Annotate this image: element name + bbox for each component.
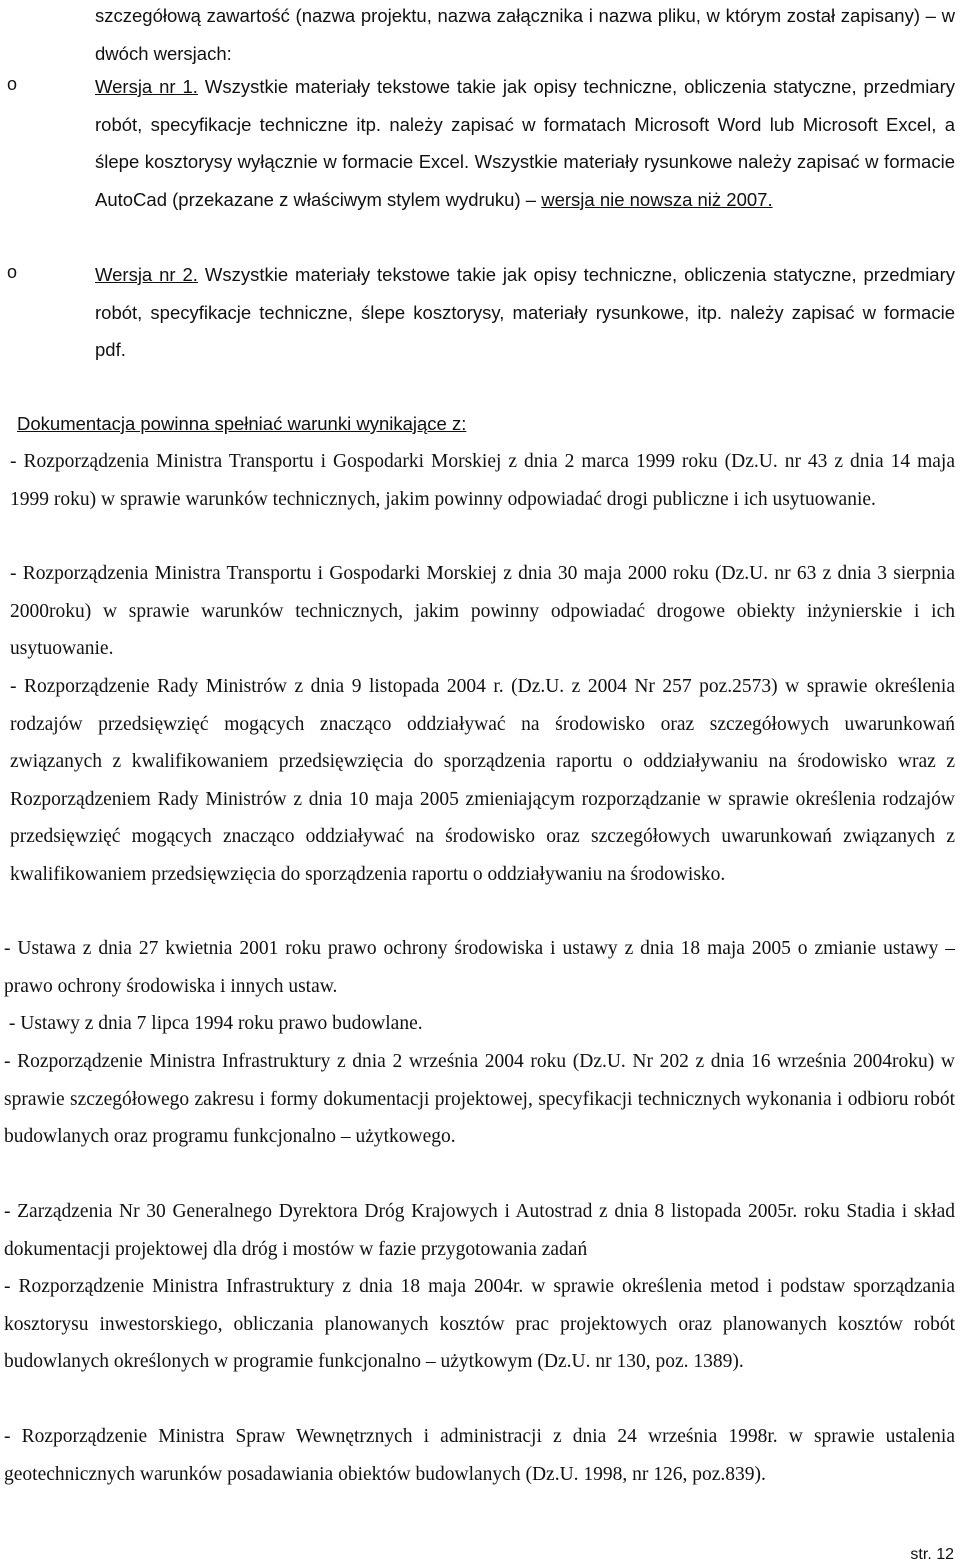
intro-paragraph: szczegółową zawartość (nazwa projektu, nazwa załącznika i nazwa pliku, w którym został zapisany) – w dwóch wersjach: [95,5,955,64]
bullet-version-1 [95,68,955,218]
regulation-item: - Rozporządzenie Ministra Spraw Wewnętrznych i administracji z dnia 24 września 1998r. w sprawie ustalenia geotechnicznych warunków posadawiania obiektów budowlanych (Dz.U. 1998, nr 126, poz.839). [4,1426,955,1485]
version-2-label: Wersja nr 2. [95,264,198,285]
regulation-item: - Ustawa z dnia 27 kwietnia 2001 roku prawo ochrony środowiska i ustawy z dnia 18 maja 2005 o zmianie ustawy – prawo ochrony środowiska i innych ustaw. [4,938,955,997]
version-1-text: Wszystkie materiały tekstowe takie jak opisy techniczne, obliczenia statyczne, przedmiary robót, specyfikacje techniczne itp. należy zapisać w formatach Microsoft Word lub Microsoft Excel, a ślepe kosztorysy wyłącznie w formacie Excel. Wszystkie materiały rysunkowe należy zapisać w formacie AutoCad (przekazane z właściwym stylem wydruku) – [95,76,956,210]
bullet-marker: o [7,262,18,282]
page-number: str. 12 [910,1546,954,1563]
requirements-heading: Dokumentacja powinna spełniać warunki wynikające z: [17,413,467,434]
regulation-item: - Ustawy z dnia 7 lipca 1994 roku prawo budowlane. [4,1013,423,1034]
bullet-marker: o [7,74,18,94]
regulation-item: - Rozporządzenie Rady Ministrów z dnia 9 listopada 2004 r. (Dz.U. z 2004 Nr 257 poz.2573) w sprawie określenia rodzajów przedsięwzięć mogących znacząco oddziaływać na środowisko oraz szczegółowych uwarunkowań związanych z kwalifikowaniem przedsięwzięcia do sporządzenia raportu o oddziaływaniu na środowisko wraz z Rozporządzeniem Rady Ministrów z dnia 10 maja 2005 zmieniającym rozporządzanie w sprawie określenia rodzajów przedsięwzięć mogących znacząco oddziaływać na środowisko oraz szczegółowych uwarunkowań związanych z kwalifikowaniem przedsięwzięcia do sporządzenia raportu o oddziaływaniu na środowisko. [10,676,955,885]
regulation-item: - Zarządzenia Nr 30 Generalnego Dyrektora Dróg Krajowych i Autostrad z dnia 8 listopada 2005r. roku Stadia i skład dokumentacji projektowej dla dróg i mostów w fazie przygotowania zadań [4,1201,955,1260]
regulation-item: - Rozporządzenie Ministra Infrastruktury z dnia 18 maja 2004r. w sprawie określenia metod i podstaw sporządzania kosztorysu inwestorskiego, obliczania planowanych kosztów prac projektowych oraz planowanych kosztów robót budowlanych określonych w programie funkcjonalno – użytkowym (Dz.U. nr 130, poz. 1389). [4,1276,955,1372]
version-1-requirement: wersja nie nowsza niż 2007. [541,188,773,210]
regulation-item: - Rozporządzenie Ministra Infrastruktury z dnia 2 września 2004 roku (Dz.U. Nr 202 z dnia 16 września 2004roku) w sprawie szczegółowego zakresu i formy dokumentacji projektowej, specyfikacji technicznych wykonania i odbioru robót budowlanych oraz programu funkcjonalno – użytkowego. [4,1051,955,1147]
regulation-item: - Rozporządzenia Ministra Transportu i Gospodarki Morskiej z dnia 2 marca 1999 roku (Dz.U. nr 43 z dnia 14 maja 1999 roku) w sprawie warunków technicznych, jakim powinny odpowiadać drogi publiczne i ich usytuowanie. [10,451,955,510]
bullet-version-2 [95,256,955,369]
regulation-item: - Rozporządzenia Ministra Transportu i Gospodarki Morskiej z dnia 30 maja 2000 roku (Dz.U. nr 63 z dnia 3 sierpnia 2000roku) w sprawie warunków technicznych, jakim powinny odpowiadać drogowe obiekty inżynierskie i ich usytuowanie. [10,563,955,659]
version-1-label: Wersja nr 1. [95,76,198,97]
version-2-text: Wszystkie materiały tekstowe takie jak opisy techniczne, obliczenia statyczne, przedmiary robót, specyfikacje techniczne, ślepe kosztorysy, materiały rysunkowe, itp. należy zapisać w formacie pdf. [95,264,956,360]
